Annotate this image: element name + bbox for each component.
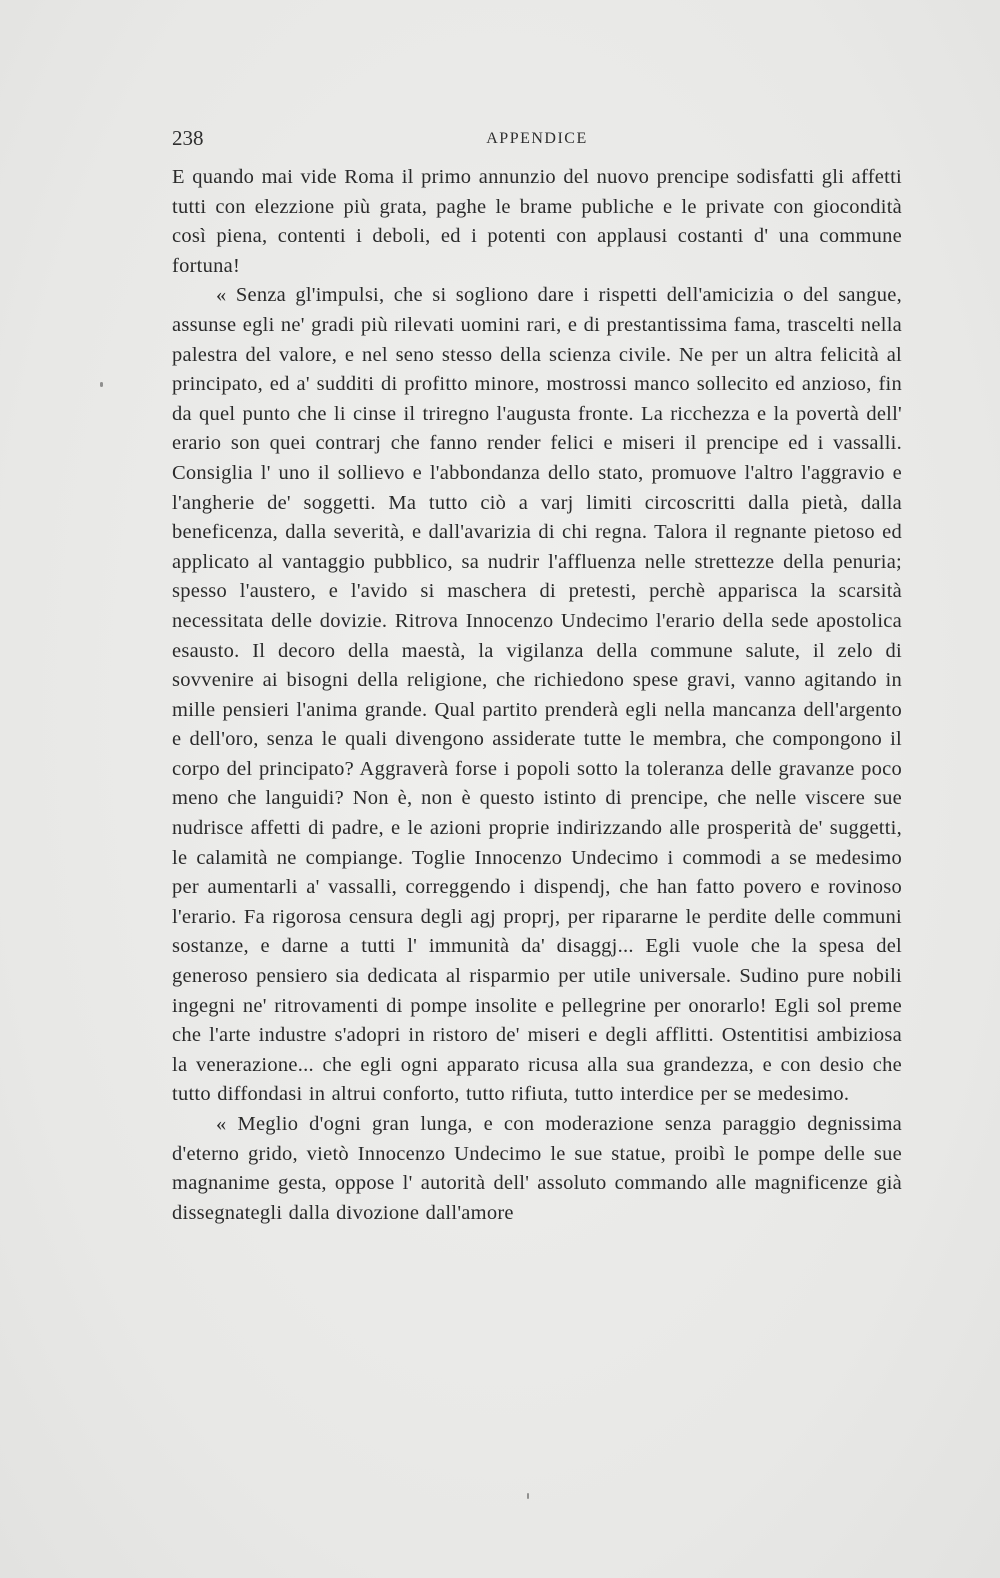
- page-header: [172, 126, 902, 156]
- paper-speck: [527, 1493, 529, 1499]
- paper-speck: [100, 382, 103, 387]
- paragraph-3: « Meglio d'ogni gran lunga, e con moderazione senza paraggio degnissima d'eterno grido, vietò Innocenzo Undecimo le sue statue, proibì le pompe delle sue magnanime gesta, oppose l' autorità dell' assoluto commando alle magnificenze già dissegnategli dalla divozione dall'amore: [172, 1113, 902, 1224]
- paragraph-1: E quando mai vide Roma il primo annunzio del nuovo prencipe sodisfatti gli affetti tutti con elezzione più grata, paghe le brame publiche e le private con giocondità così piena, contenti i deboli, ed i potenti con applausi costanti d' una commune fortuna!: [172, 166, 902, 277]
- body-text: [172, 163, 902, 1228]
- paragraph-2: « Senza gl'impulsi, che si sogliono dare i rispetti dell'amicizia o del sangue, assunse egli ne' gradi più rilevati uomini rari, e di prestantissima fama, trascelti nella palestra del valore, e nel seno stesso della scienza civile. Ne per un altra felicità al principato, ed a' sudditi di profitto minore, mostrossi manco sollecito ed anzioso, fin da quel punto che li cinse il triregno l'augusta fronte. La ricchezza e la povertà dell' erario son quei contrarj che fanno render felici e miseri il prencipe ed i vassalli. Consiglia l' uno il sollievo e l'abbondanza dello stato, promuove l'altro l'aggravio e l'angherie de' soggetti. Ma tutto ciò a varj limiti circoscritti dalla pietà, dalla beneficenza, dalla severità, e dall'avarizia di chi regna. Talora il regnante pietoso ed applicato al vantaggio pubblico, sa nudrir l'affluenza nelle strettezze della penuria; spesso l'austero, e l'avido si maschera di pretesti, perchè apparisca la scarsità necessitata delle dovizie. Ritrova Innocenzo Undecimo l'erario della sede apostolica esausto. Il decoro della maestà, la vigilanza della commune salute, il zelo di sovvenire ai bisogni della religione, che richiedono spese gravi, vanno agitando in mille pensieri l'anima grande. Qual partito prenderà egli nella mancanza dell'argento e dell'oro, senza le quali divengono assiderate tutte le membra, che compongono il corpo del principato? Aggraverà forse i popoli sotto la toleranza delle gravanze poco meno che languidi? Non è, non è questo istinto di prencipe, che nelle viscere sue nudrisce affetti di padre, e le azioni proprie indirizzando alle prosperità de' suggetti, le calamità ne compiange. Toglie Innocenzo Undecimo i commodi a se medesimo per aumentarli a' vassalli, correggendo i dispendj, che han fatto povero e rovinoso l'erario. Fa rigorosa censura degli agj proprj, per ripararne le perdite delle communi sostanze, e darne a tutti l' immunità da' disaggj... Egli vuole che la spesa del generoso pensiero sia dedicata al risparmio per utile universale. Sudino pure nobili ingegni ne' ritrovamenti di pompe insolite e pellegrine per onorarlo! Egli sol preme che l'arte industre s'adopri in ristoro de' miseri e degli afflitti. Ostentitisi ambiziosa la venerazione... che egli ogni apparato ricusa alla sua grandezza, e con desio che tutto diffondasi in altrui conforto, tutto rifiuta, tutto interdice per se medesimo.: [172, 284, 902, 1106]
- page-number: 238: [172, 126, 204, 150]
- running-head: APPENDICE: [486, 130, 588, 147]
